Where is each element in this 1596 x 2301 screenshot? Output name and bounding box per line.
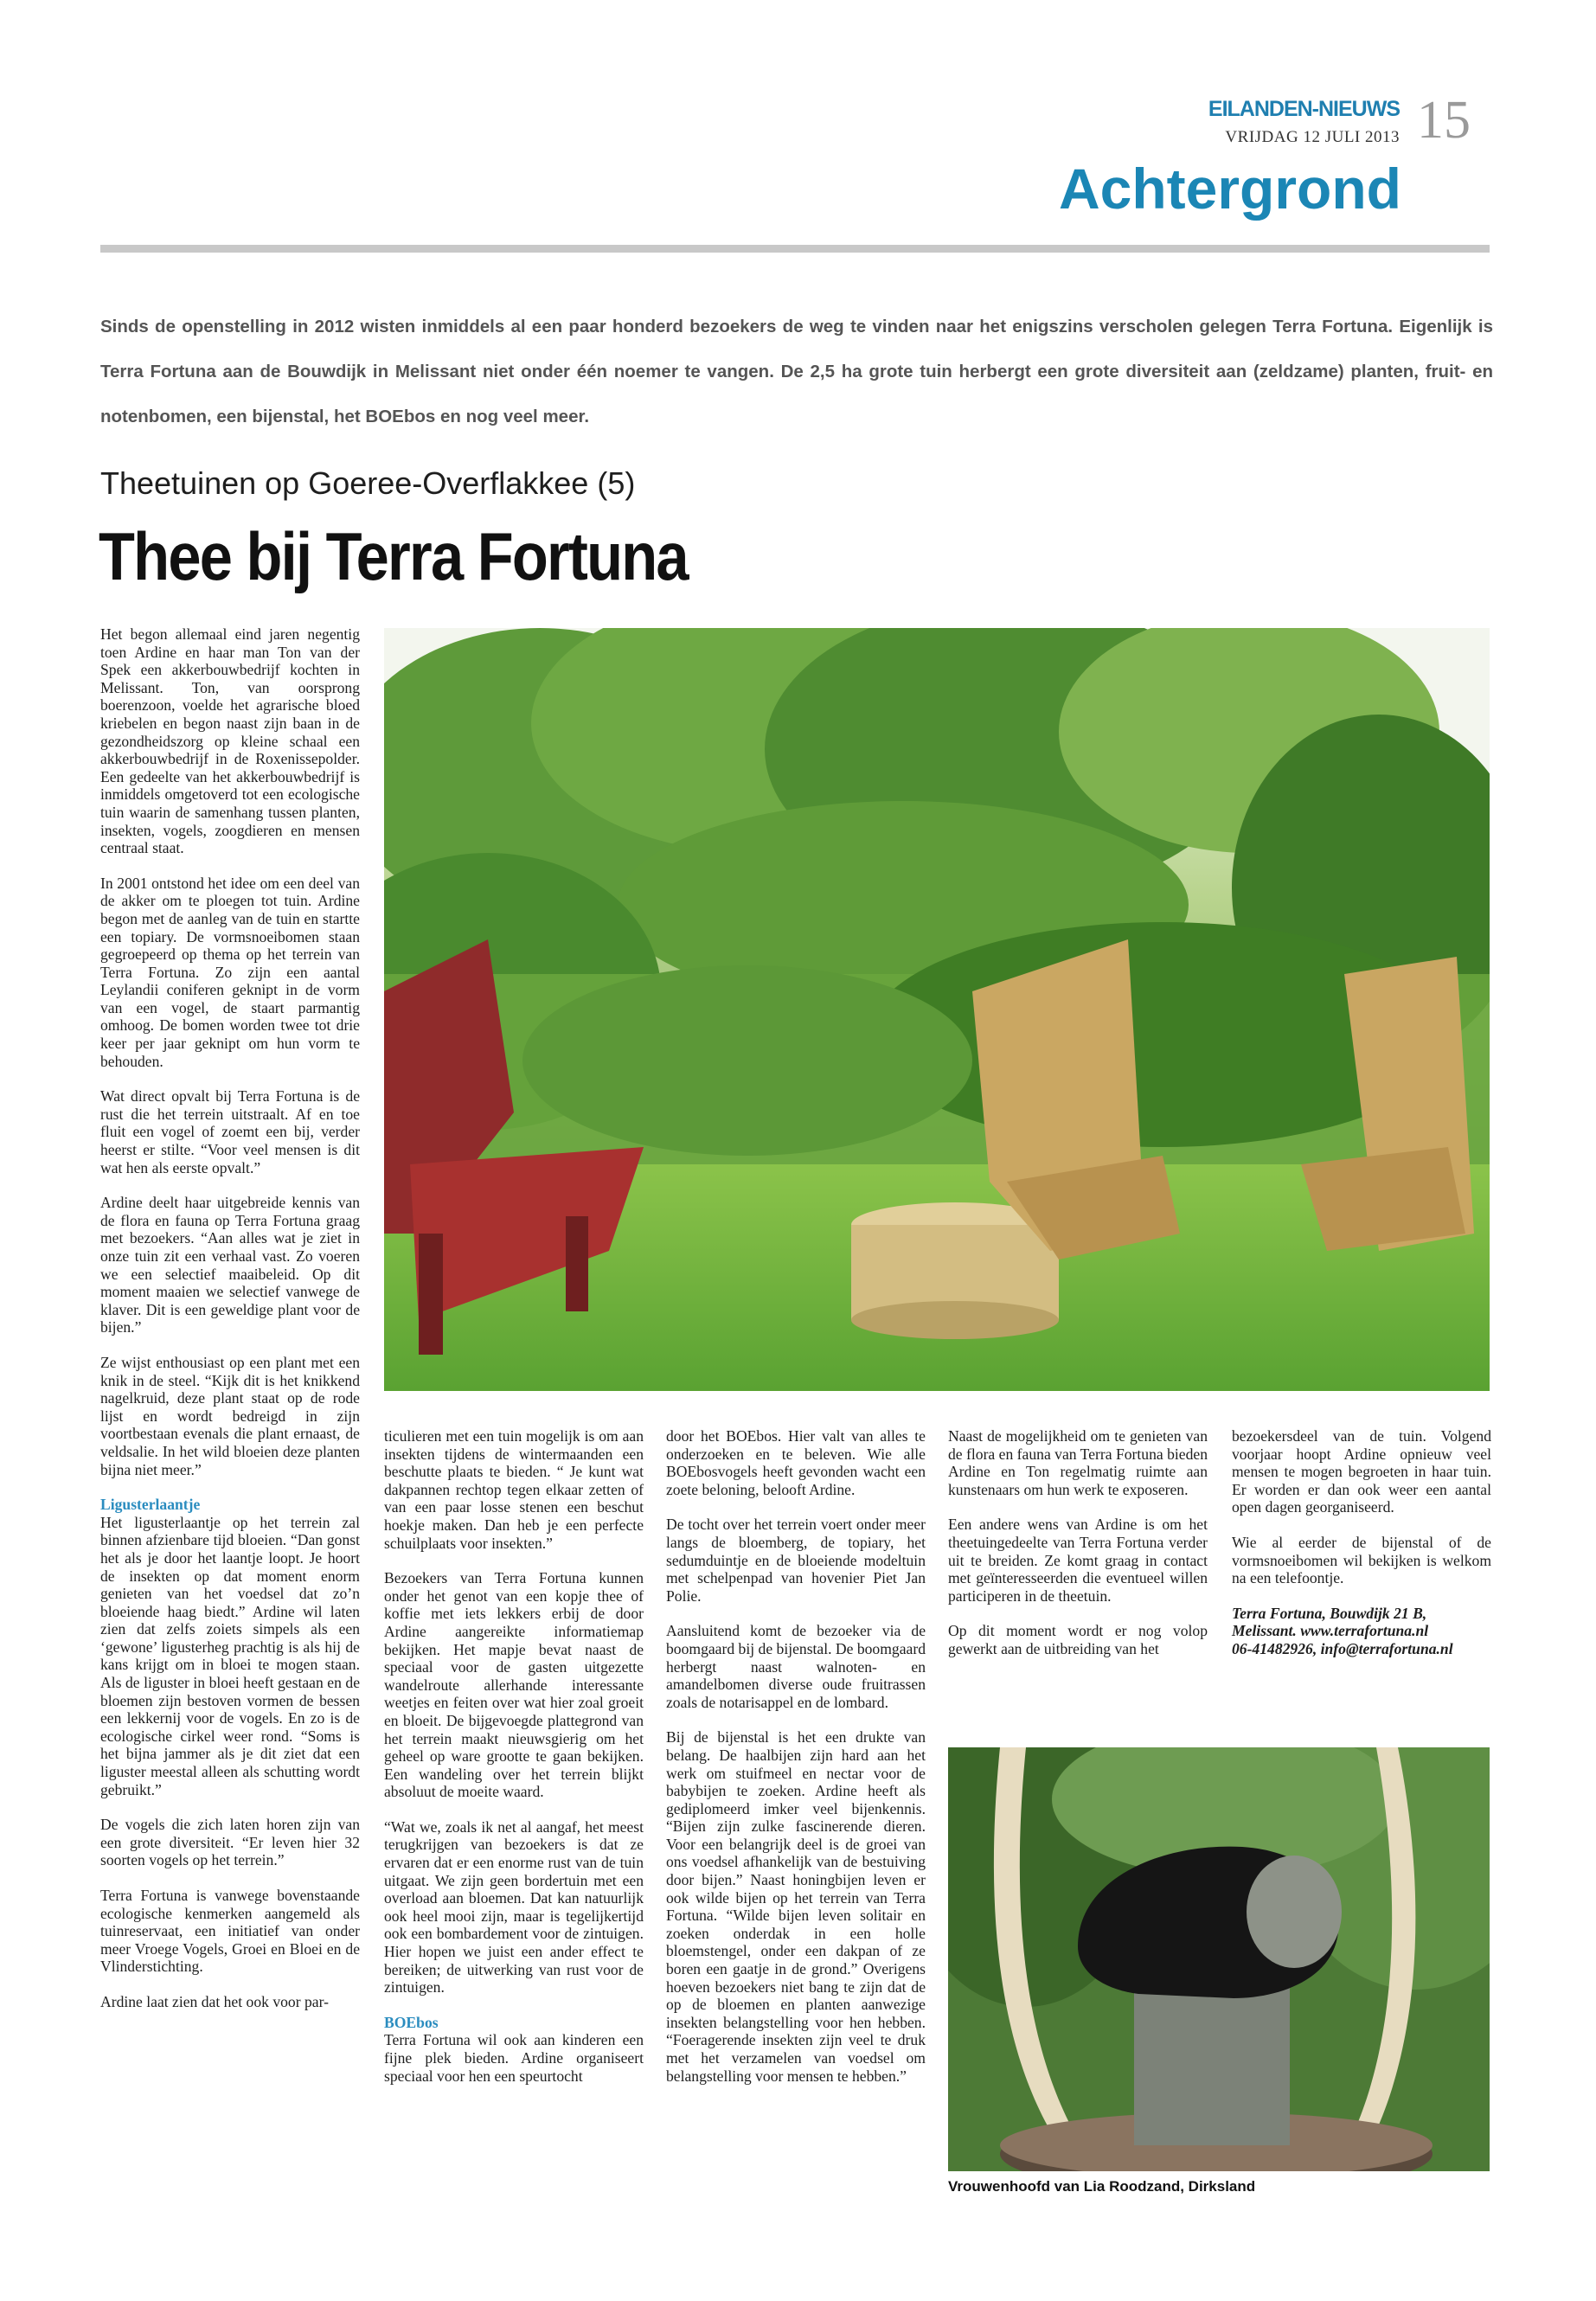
article-column-2 [384,1427,644,2102]
page-number: 15 [1417,91,1471,150]
paragraph: Aansluitend komt de bezoeker via de boomgaard bij de bijenstal. De boomgaard herbergt naast walnoten- en amandelbomen diverse oude fruitrassen zoals de notarisappel en de lombard. [666,1622,926,1711]
paragraph: door het BOEbos. Hier valt van alles te onderzoeken en te beleven. Wie alle BOEbosvogels heeft gevonden wacht een zoete beloning, belooft Ardine. [666,1427,926,1498]
paragraph: Ze wijst enthousiast op een plant met een knik in de steel. “Kijk dit is het knikkend nagelkruid, deze plant staat op de rode lijst en wordt bedreigd in zijn voortbestaan evenals die plant ernaast, de veldsalie. In het wild bloeien deze planten bijna niet meer.” [100,1353,360,1478]
paragraph: “Wat we, zoals ik net al aangaf, het meest terugkrijgen van bezoekers is dat ze ervaren dat er een enorme rust van de tuin uitgaat. We zijn geen bordertuin met een overload aan bloemen. Dat kan natuurlijk ook heel mooi zijn, maar is tegelijkertijd ook een bombardement voor de zintuigen. Hier hopen we juist een ander effect te bereiken; de uitwerking van rust voor de zintuigen. [384,1817,644,1997]
intro-paragraph: Sinds de openstelling in 2012 wisten inmiddels al een paar honderd bezoekers de weg te vinden naar het enigszins verscholen gelegen Terra Fortuna. Eigenlijk is Terra Fortuna aan de Bouwdijk in Melissant niet onder één noemer te vangen. De 2,5 ha grote tuin herbergt een grote diversiteit aan (zeldzame) planten, fruit- en notenbomen, een bijenstal, het BOEbos en nog veel meer. [100,317,1493,426]
paragraph: Naast de mogelijkheid om te genieten van de flora en fauna van Terra Fortuna bieden Ardine en Ton regelmatig ruimte aan kunstenaars om hun werk te exposeren. [948,1427,1208,1498]
paragraph: Terra Fortuna wil ook aan kinderen een fijne plek bieden. Ardine organiseert speciaal voor hen een speurtocht [384,2031,644,2085]
article-column-5 [1232,1427,1491,1658]
photo-caption: Vrouwenhoofd van Lia Roodzand, Dirksland [948,2178,1256,2195]
paragraph: Wie al eerder de bijenstal of de vormsnoeibomen wil bekijken is welkom na een telefoontje. [1232,1533,1491,1587]
section-title: Achtergrond [1059,157,1401,221]
paragraph: bezoekersdeel van de tuin. Volgend voorjaar hoopt Ardine opnieuw veel mensen te mogen begroeten in haar tuin. Er worden er dan ook weer een aantal open dagen georganiseerd. [1232,1427,1491,1516]
paragraph: De tocht over het terrein voert onder meer langs de bloemberg, de topiary, het sedumduintje en de bloeiende modeltuin met schelpenpad van hovenier Piet Jan Polie. [666,1516,926,1605]
paragraph: Terra Fortuna is vanwege bovenstaande ecologische kenmerken aangemeld als tuinreservaat, een initiatief van onder meer Vroege Vogels, Groei en Bloei en de Vlinderstichting. [100,1887,360,1976]
paragraph: In 2001 ontstond het idee om een deel van de akker om te ploegen tot tuin. Ardine begon met de aanleg van de tuin en startte een topiary. De vormsnoeibomen staan gegroepeerd op thema op het terrein van Terra Fortuna. Zo zijn een aantal Leylandii coniferen geknipt in de vorm van een vogel, de staart parmantig omhoog. De bomen worden twee tot drie keer per jaar geknipt om hun vorm te behouden. [100,874,360,1070]
paragraph: Ardine laat zien dat het ook voor par- [100,1992,329,2010]
article-headline: Thee bij Terra Fortuna [99,518,688,594]
subheading: BOEbos [384,2013,439,2031]
paragraph: Op dit moment wordt er nog volop gewerkt aan de uitbreiding van het [948,1622,1208,1657]
subheading: Ligusterlaantje [100,1496,201,1514]
garden-photo [384,628,1490,1391]
masthead: EILANDEN-NIEUWS [1208,97,1400,121]
contact-website: Melissant. www.terrafortuna.nl [1232,1622,1429,1640]
paragraph: Een andere wens van Ardine is om het theetuingedeelte van Terra Fortuna verder uit te breiden. Ze komt graag in contact met geïnteresseerden die eventueel willen participeren in de theetuin. [948,1516,1208,1605]
paragraph: Wat direct opvalt bij Terra Fortuna is de rust die het terrein uitstraalt. Af en toe fluit een vogel of zoemt een bij, verder heerst er stilte. “Voor veel mensen is dit wat hen als eerste opvalt.” [100,1087,360,1176]
issue-date: VRIJDAG 12 JULI 2013 [1225,128,1400,146]
paragraph: Het begon allemaal eind jaren negentig toen Ardine en haar man Ton van der Spek een akkerbouwbedrijf kochten in Melissant. Ton, van oorsprong boerenzoon, voelde het agrarische bloed kriebelen en begon naast zijn baan in de gezondheidszorg op kleine schaal een akkerbouwbedrijf in de Roxenissepolder. Een gedeelte van het akkerbouwbedrijf is inmiddels omgetoverd tot een ecologische tuin waarin de samenhang tussen planten, insekten, vogels, zoogdieren en mensen centraal staat. [100,625,360,857]
paragraph: Ardine deelt haar uitgebreide kennis van de flora en fauna op Terra Fortuna graag met bezoekers. “Aan alles wat je ziet in onze tuin zit een verhaal vast. Zo voeren we een selectief maaibeleid. Op dit moment maaien we selectief vanwege de klaver. Dit is een geweldige plant voor de bijen.” [100,1194,360,1336]
sculpture-photo [948,1747,1490,2171]
contact-phone-email: 06-41482926, info@terrafortuna.nl [1232,1639,1453,1657]
article-column-3 [666,1427,926,2102]
article-column-4 [948,1427,1208,1676]
article-kicker: Theetuinen op Goeree-Overflakkee (5) [100,465,636,501]
paragraph: Het ligusterlaantje op het terrein zal binnen afzienbare tijd bloeien. “Dan gonst het als je door het laantje loopt. Je hoort de insekten op dat moment enorm genieten van het voedsel dat zo’n bloeiende haag biedt.” Ardine wil laten zien dat zelfs zoiets simpels als een ‘gewone’ ligusterheg prachtig is als hij de kans krijgt om in bloei te mogen staan. Als de liguster in bloei heeft gestaan en de bloemen zijn bestoven vormen de bessen een lekkernij voor de vogels. En zo is de ecologische cirkel weer rond. “Soms is het bijna jammer als je dit ziet dat een liguster meestal alleen als schutting wordt gebruikt.” [100,1513,360,1798]
article-column-1 [100,625,360,2029]
paragraph: ticulieren met een tuin mogelijk is om aan insekten tijdens de wintermaanden een beschutte plaats te bieden. “ Je kunt wat dakpannen rechtop tegen elkaar zetten of van een paar losse stenen een beschut hoekje maken. Dan heb je een perfecte schuilplaats voor insekten.” [384,1427,644,1552]
contact-address: Terra Fortuna, Bouwdijk 21 B, [1232,1604,1427,1622]
paragraph: Bezoekers van Terra Fortuna kunnen onder het genot van een kopje thee of koffie met iets lekkers erbij de door Ardine aangereikte informatiemap bekijken. Het mapje bevat naast de speciaal voor de gasten uitgezette wandelroute allerhande interessante weetjes en feiten over wat hier zoal groeit en bloeit. De bijgevoegde plattegrond van het terrein maakt nieuwsgierig om het geheel op ware grootte te gaan bekijken. Een wandeling over het terrein blijkt absoluut de moeite waard. [384,1569,644,1801]
paragraph: Bij de bijenstal is het een drukte van belang. De haalbijen zijn hard aan het werk om stuifmeel en nectar voor de babybijen te zoeken. Ardine heeft als gediplomeerd imker veel bijenkennis. “Bijen zijn zulke fascinerende dieren. Voor een belangrijk deel is de groei van ons voedsel afhankelijk van de bestuiving door bijen.” Naast honingbijen leven er ook wilde bijen op het terrein van Terra Fortuna. “Wilde bijen leven solitair en zoeken onderdak in een holle bloemstengel, onder een dakpan of ze boren een gaatje in de grond.” Overigens hoeven bezoekers niet bang te zijn dat de op de bloemen en planten aanwezige insekten belangstelling voor hen hebben. “Foeragerende insekten zijn veel te druk met het verzamelen van voedsel om belangstelling voor mensen te hebben.” [666,1728,926,2085]
paragraph: De vogels die zich laten horen zijn van een grote diversiteit. “Er leven hier 32 soorten vogels op het terrein.” [100,1816,360,1869]
header-rule [100,245,1490,253]
